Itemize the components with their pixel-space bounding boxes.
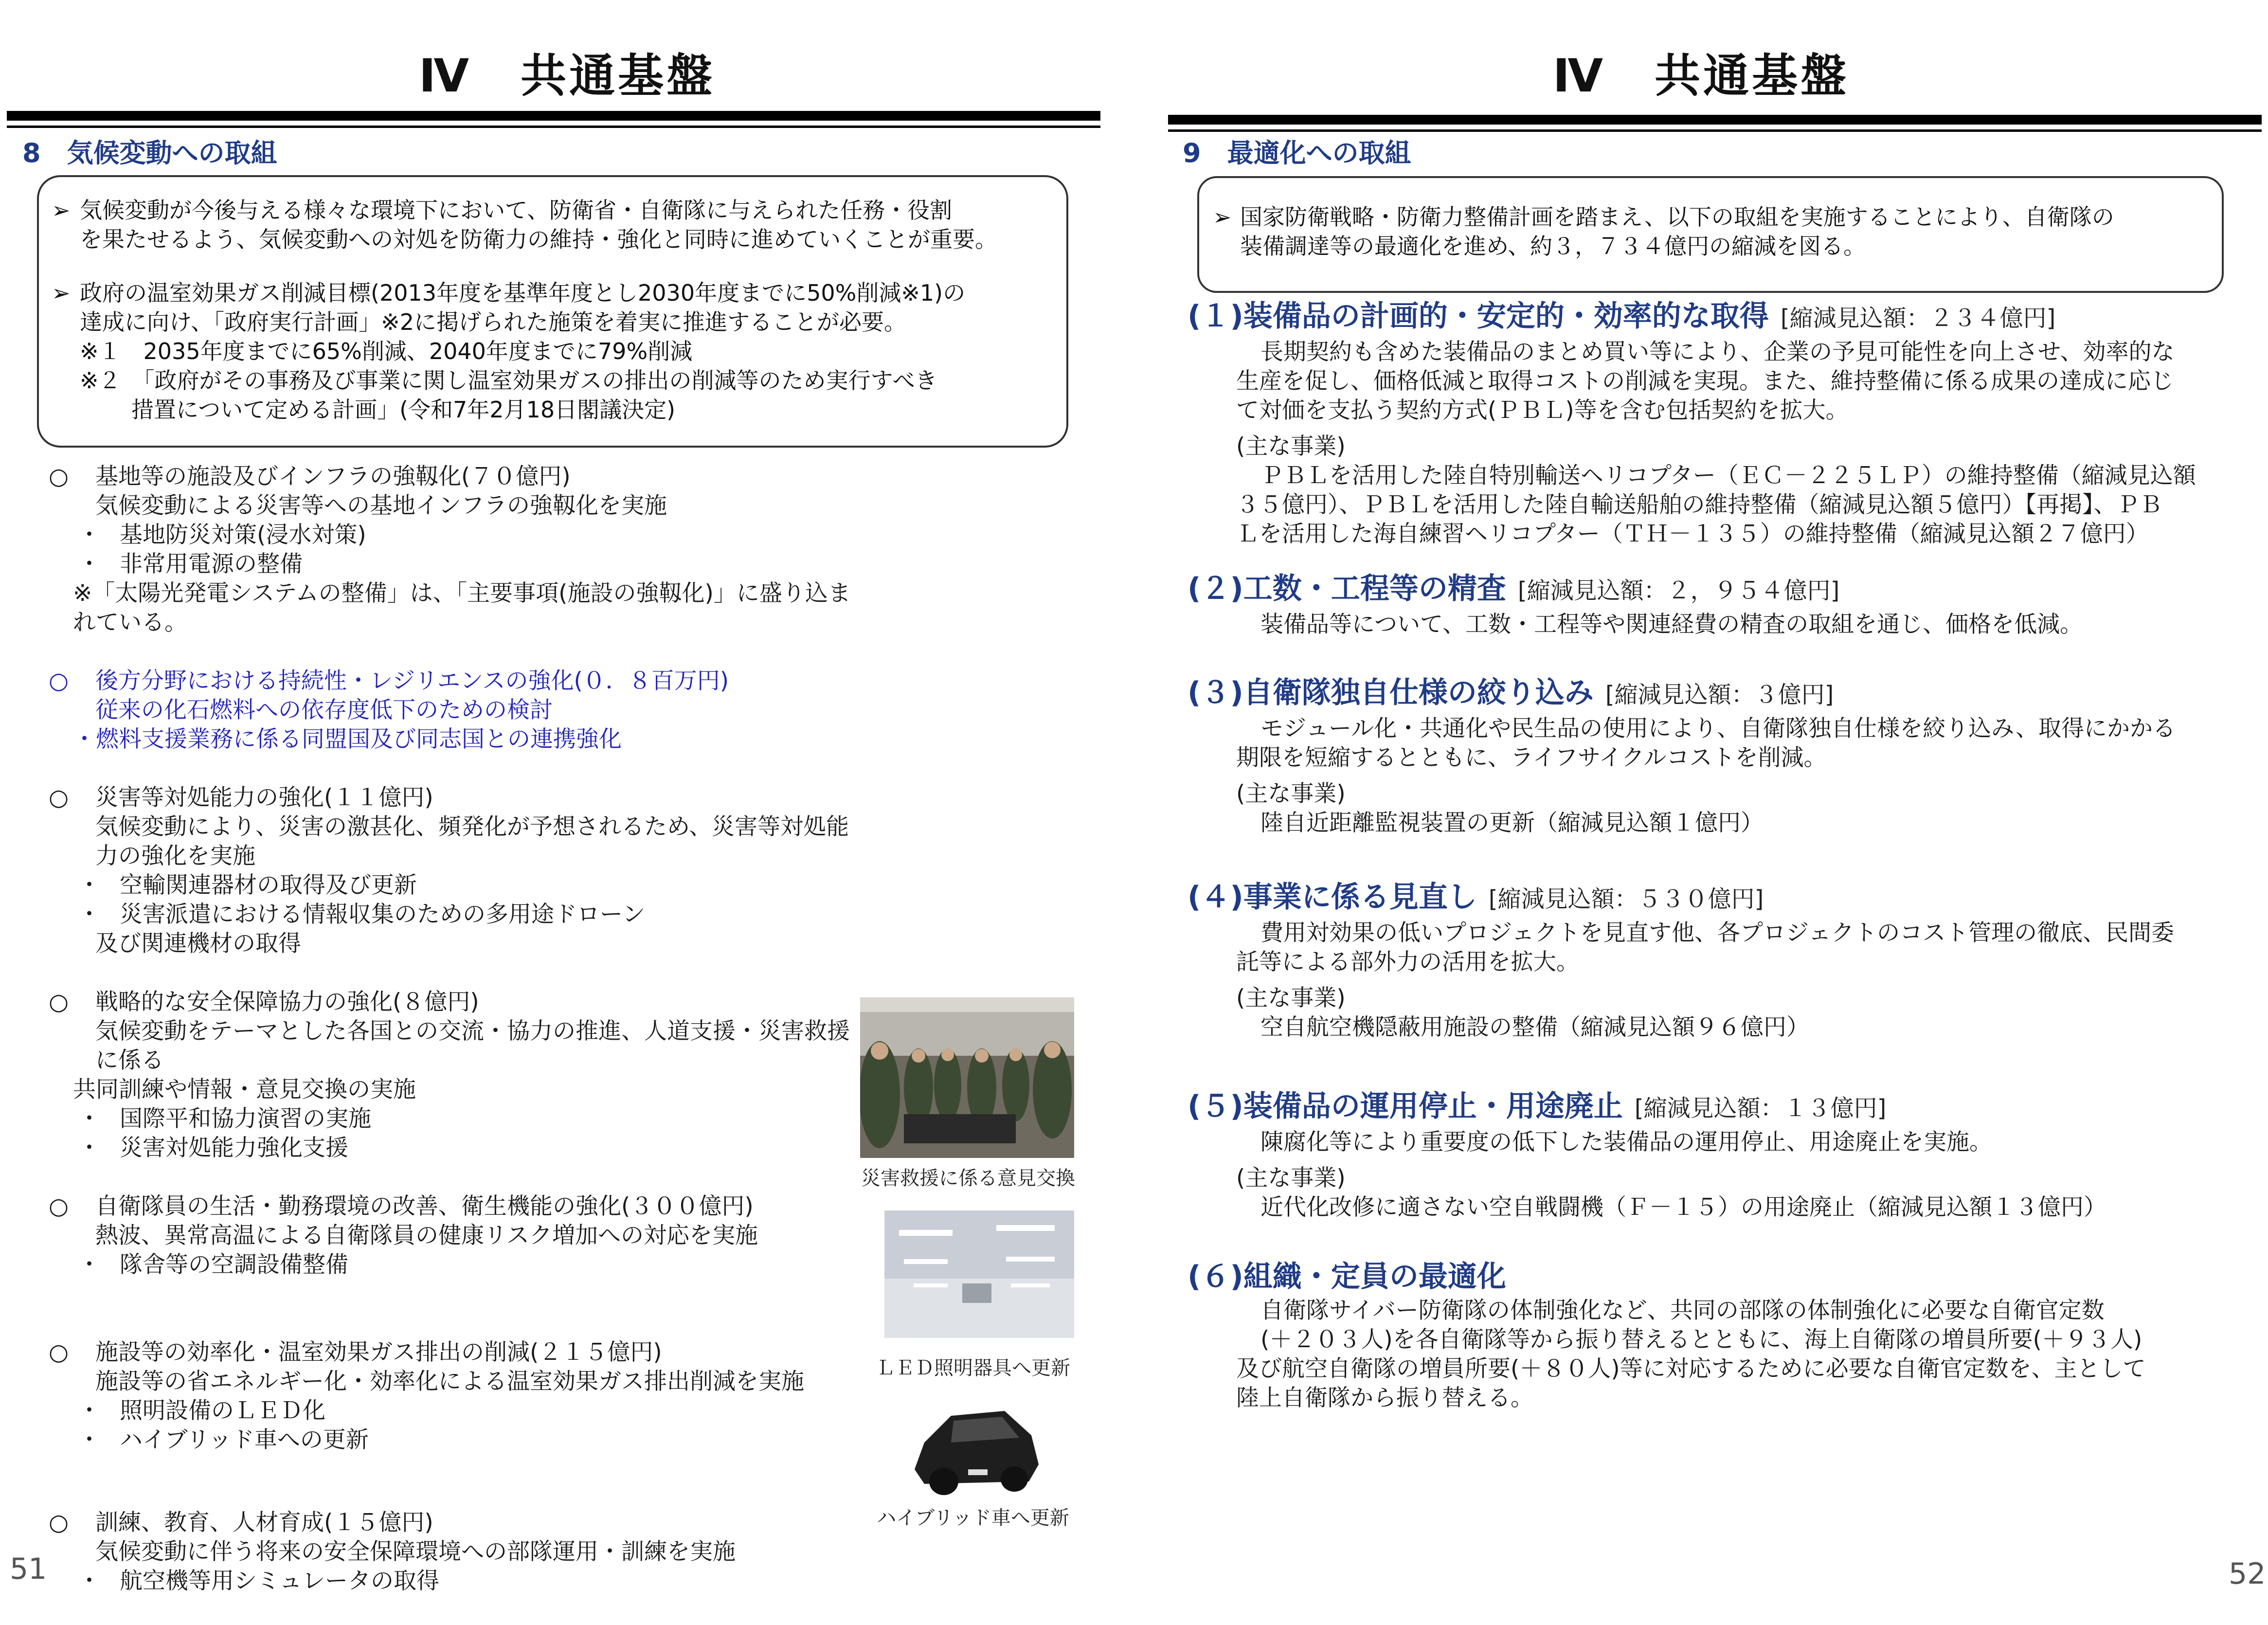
summary-line: を果たせるよう、気候変動への対処を防衛力の維持・強化と同時に進めていくことが重要。 [80,226,997,253]
item-description: ・燃料支援業務に係る同盟国及び同志国との連携強化 [73,726,622,753]
main-projects-label: (主な事業) [1236,1165,1346,1192]
measure-title: (４)事業に係る見直し [1188,880,1477,914]
sub-item-text: 空輸関連器材の取得及び更新 [120,872,417,899]
project-line: 近代化改修に適さない空自戦闘機（Ｆ－１５）の用途廃止（縮減見込額１３億円） [1260,1194,2106,1221]
measure-title: (３)自衛隊独自仕様の絞り込み [1188,676,1594,710]
footnote: ※２ 「政府がその事務及び事業に関し温室効果ガスの排出の削減等のため実行すべき [80,367,937,394]
project-line: 陸自近距離監視装置の更新（縮減見込額１億円） [1260,810,1764,836]
measure-list [1188,297,2258,1413]
body-line: 期限を短縮するとともに、ライフサイクルコストを削減。 [1236,744,1827,771]
project-list [1188,461,2258,549]
body-line: 及び航空自衛隊の増員所要(＋８０人)等に対応するために必要な自衛官定数を、主として [1236,1355,2146,1382]
circle-bullet-icon: ○ [49,784,69,811]
photo-caption: ＬＥＤ照明器具へ更新 [876,1357,1070,1379]
item-heading [49,1338,851,1367]
list-item [49,1508,851,1596]
summary-line: 政府の温室効果ガス削減目標(2013年度を基準年度とし2030年度までに50%削減※1)の [80,280,966,306]
measure-item [1188,673,2258,878]
circle-bullet-icon: ○ [49,463,69,490]
page-number: 52 [2229,1557,2266,1591]
sub-item [49,1567,851,1596]
photo-caption: 災害救援に係る意見交換 [861,1167,1075,1190]
measure-title: (５)装備品の運用停止・用途廃止 [1188,1089,1623,1123]
reduction-amount: [縮減見込額：３億円] [1605,681,1834,708]
project-line: 空自航空機隠蔽用施設の整備（縮減見込額９６億円） [1260,1014,1809,1041]
list-item [49,783,851,958]
body-line: (＋２０３人)を各自衛隊等から振り替えるとともに、海上自衛隊の増員所要(＋９３人) [1260,1326,2142,1353]
item-description: 施設等の省エネルギー化・効率化による温室効果ガス排出削減を実施 [95,1368,804,1395]
item-heading [49,988,851,1017]
measure-heading [1188,1087,2258,1128]
body-line: て対価を支払う契約方式(ＰＢＬ)等を含む包括契約を拡大。 [1236,397,1849,424]
summary-line: 装備調達等の最適化を進め、約３，７３４億円の縮減を図る。 [1240,233,1866,259]
item-description: 共同訓練や情報・意見交換の実施 [73,1076,416,1103]
page-number: 51 [10,1552,47,1586]
reduction-amount: [縮減見込額：５３０億円] [1488,885,1764,913]
measure-body [1188,714,2258,773]
sub-item-text: 災害派遣における情報収集のための多用途ドローン [120,901,646,928]
dot-bullet-icon: ・ [78,901,101,928]
summary-line-cont [39,225,1066,254]
sub-item [49,1250,851,1280]
body-line: 長期契約も含めた装備品のまとめ買い等により、企業の予見可能性を向上させ、効率的な [1260,339,2175,365]
dot-bullet-icon: ・ [78,872,101,899]
item-title: 戦略的な安全保障協力の強化(８億円) [95,989,479,1015]
list-item [49,1192,851,1280]
summary-line-cont [39,307,1066,337]
main-projects-label: (主な事業) [1236,985,1346,1011]
list-item [49,667,851,754]
item-description: 従来の化石燃料への依存度低下のための検討 [95,697,553,723]
project-line: ３５億円）、ＰＢＬを活用した陸自輸送船舶の維持整備（縮減見込額５億円）【再掲】、ＰＢ [1236,491,2162,518]
measure-item [1188,1087,2258,1257]
page-title: Ⅳ 共通基盤 [418,50,716,103]
circle-bullet-icon: ○ [49,668,69,694]
measure-body [1188,1296,2258,1413]
measure-title: (２)工数・工程等の精査 [1188,572,1506,606]
arrow-bullet-icon: ➢ [52,280,71,306]
list-item [49,1338,851,1455]
item-heading [49,1192,851,1221]
dot-bullet-icon: ・ [78,1105,101,1132]
measure-item [1188,569,2258,673]
summary-line: 達成に向け、「政府実行計画」※2に掲げられた施策を着実に推進することが必要。 [80,309,906,335]
item-title: 災害等対処能力の強化(１１億円) [95,784,433,811]
sub-item [49,521,851,550]
item-description: 気候変動に伴う将来の安全保障環境への部隊運用・訓練を実施 [95,1538,736,1565]
body-line: 陳腐化等により重要度の低下した装備品の運用停止、用途廃止を実施。 [1260,1129,1992,1156]
sub-item-text: 災害対処能力強化支援 [120,1135,348,1161]
sub-item-text: 非常用電源の整備 [120,551,303,578]
title-rule-thick [1168,115,2262,125]
measure-body [1188,610,2258,639]
section-heading: 8 気候変動への取組 [22,138,277,168]
dot-bullet-icon: ・ [78,1397,101,1424]
measure-body [1188,919,2258,977]
project-list [1188,1193,2258,1222]
reduction-amount: [縮減見込額：１３億円] [1634,1095,1887,1122]
led-lighting-photo [884,1210,1074,1338]
measure-list [49,462,851,1625]
summary-point [39,278,1066,307]
right-page [1134,0,2268,1609]
item-title: 自衛隊員の生活・勤務環境の改善、衛生機能の強化(３００億円) [95,1193,754,1220]
body-line: 費用対効果の低いプロジェクトを見直す他、各プロジェクトのコスト管理の徹底、民間委 [1260,920,2175,946]
measure-item [1188,297,2258,569]
item-description: 熱波、異常高温による自衛隊員の健康リスク増加への対応を実施 [95,1222,758,1249]
sub-item-text: 照明設備のＬＥＤ化 [120,1397,325,1424]
main-projects-label: (主な事業) [1236,433,1346,460]
sub-item-text: 隊舎等の空調設備整備 [120,1251,348,1278]
left-page [0,0,1134,1609]
item-description: 気候変動により、災害の激甚化、頻発化が予想されるため、災害等対処能力の強化を実施 [95,813,849,869]
sub-item-text: 国際平和協力演習の実施 [120,1105,371,1132]
item-title: 基地等の施設及びインフラの強靱化(７０億円) [95,463,571,490]
measure-item [1188,878,2258,1087]
body-line: モジュール化・共通化や民生品の使用により、自衛隊独自仕様を絞り込み、取得にかかる [1260,715,2176,742]
measure-body [1188,1128,2258,1157]
sub-item [49,1134,851,1163]
circle-bullet-icon: ○ [49,1509,69,1536]
measure-title: (１)装備品の計画的・安定的・効率的な取得 [1188,299,1769,333]
item-description: 気候変動をテーマとした各国との交流・協力の推進、人道支援・災害救援に係る [95,1018,850,1074]
measure-body [1188,338,2258,425]
spacer [39,254,1066,278]
item-note: ※「太陽光発電システムの整備」は、「主要事項(施設の強靱化)」に盛り込まれている。 [73,580,851,636]
sub-item [49,871,851,900]
dot-bullet-icon: ・ [78,551,101,578]
main-projects-label: (主な事業) [1236,780,1346,807]
body-line: 託等による部外力の活用を拡大。 [1236,949,1579,975]
summary-line: 国家防衛戦略・防衛力整備計画を踏まえ、以下の取組を実施することにより、自衛隊の [1240,204,2114,230]
measure-heading [1188,673,2258,714]
circle-bullet-icon: ○ [49,989,69,1015]
circle-bullet-icon: ○ [49,1193,69,1220]
sub-item-cont: 及び関連機材の取得 [95,930,301,957]
project-list [1188,809,2258,838]
summary-point [39,196,1066,225]
measure-title: (６)組織・定員の最適化 [1188,1260,1506,1294]
measure-heading [1188,297,2258,338]
sub-item-text: ハイブリッド車への更新 [120,1426,369,1453]
sub-item-text: 航空機等用シミュレータの取得 [120,1568,440,1594]
title-rule-thick [7,111,1100,121]
circle-bullet-icon: ○ [49,1339,69,1366]
title-rule-thin [1168,129,2262,132]
summary-box [37,175,1068,448]
title-rule-thin [7,126,1100,128]
sub-item [49,1426,851,1455]
body-line: 生産を促し、価格低減と取得コストの削減を実現。また、維持整備に係る成果の達成に応じ [1236,368,2174,395]
page-title: Ⅳ 共通基盤 [1552,50,1850,103]
arrow-bullet-icon: ➢ [1213,204,1232,230]
item-heading [49,783,851,812]
dot-bullet-icon: ・ [78,1135,101,1161]
section-heading: 9 最適化への取組 [1183,138,1411,168]
summary-box [1197,176,2224,293]
footnote: 措置について定める計画」(令和7年2月18日閣議決定) [131,397,676,423]
sub-item [49,550,851,579]
measure-heading [1188,878,2258,919]
measure-heading [1188,1257,2258,1296]
hybrid-car-illustration [905,1396,1046,1499]
footnote: ※１ 2035年度までに65%削減、2040年度までに79%削減 [80,338,693,364]
project-list [1188,1013,2258,1042]
dot-bullet-icon: ・ [78,1251,101,1278]
body-line: 装備品等について、工数・工程等や関連経費の精査の取組を通じ、価格を低減。 [1260,611,2083,638]
dot-bullet-icon: ・ [78,1426,101,1453]
item-heading [49,1508,851,1537]
dot-bullet-icon: ・ [78,522,101,548]
reduction-amount: [縮減見込額：２３４億円] [1780,305,2056,332]
measure-heading [1188,569,2258,610]
arrow-bullet-icon: ➢ [52,197,71,223]
item-heading [49,462,851,491]
sub-item [49,1104,851,1134]
list-item [49,462,851,637]
dot-bullet-icon: ・ [78,1568,101,1594]
sub-item [49,900,851,929]
project-line: ＰＢＬを活用した陸自特別輸送ヘリコプター（ＥＣ－２２５ＬＰ）の維持整備（縮減見込額 [1260,462,2196,489]
sub-item [49,1396,851,1426]
sub-item-text: 基地防災対策(浸水対策) [120,522,366,548]
item-title: 訓練、教育、人材育成(１５億円) [95,1509,433,1536]
disaster-relief-photo [860,997,1074,1158]
project-line: Ｌを活用した海自練習ヘリコプター（ＴＨ－１３５）の維持整備（縮減見込額２７億円） [1236,521,2149,547]
body-line: 陸上自衛隊から振り替える。 [1236,1385,1533,1411]
item-heading [49,667,851,696]
photo-caption: ハイブリッド車へ更新 [877,1507,1069,1529]
reduction-amount: [縮減見込額：２，９５４億円] [1517,577,1840,604]
list-item [49,988,851,1163]
summary-line: 気候変動が今後与える様々な環境下において、防衛省・自衛隊に与えられた任務・役割 [80,197,953,223]
item-description: 気候変動による災害等への基地インフラの強靱化を実施 [95,492,667,519]
body-line: 自衛隊サイバー防衛隊の体制強化など、共同の部隊の体制強化に必要な自衛官定数 [1260,1297,2105,1324]
measure-item [1188,1257,2258,1413]
summary-point [1199,202,2222,261]
item-title: 後方分野における持続性・レジリエンスの強化(０．８百万円) [95,668,729,694]
item-title: 施設等の効率化・温室効果ガス排出の削減(２１５億円) [95,1339,662,1366]
